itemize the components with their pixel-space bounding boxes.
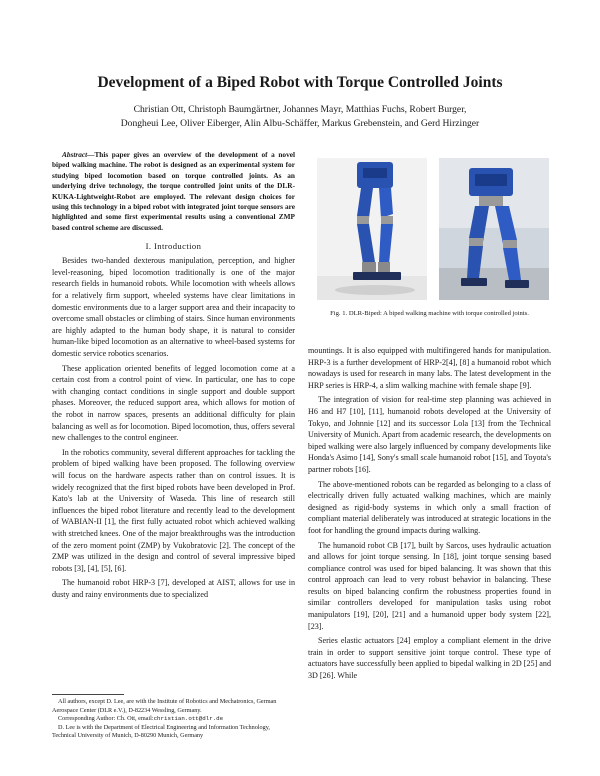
paper-title: Development of a Biped Robot with Torque Controlled Joints [97,74,503,91]
right-paragraph-2: The integration of vision for real-time step planning was achieved in H6 and H7 [10], [11], humanoid robots developed at the University of Tokyo, and Johnnie [12] and its successor Lola [13] from the Technical University of Munich. Apart from academic research, the developments on biped walking were also largely influenced by company developments like Honda's Asimo [14], Sony's small scale humanoid robot [15], and Toyota's partner robots [16]. [308,395,551,474]
author-list [40,103,560,131]
figure-1 [317,158,549,300]
robot-photo-walking [439,158,549,300]
right-paragraph-5: Series elastic actuators [24] employ a compliant element in the drive train in order to support sensitive joint torque control. These type of actuators have successfully been applied to bipedal walking in 2D [25] and 3D [26]. While [308,636,551,681]
footnote-divider [52,694,124,695]
authors-line-1: Christian Ott, Christoph Baumgärtner, Johannes Mayr, Matthias Fuchs, Robert Burger, [133,104,467,115]
abstract-text: —This paper gives an overview of the development of a novel biped walking machine. The robot is designed as an experimental system for studying biped locomotion based on torque controlled joints. As an underlying drive technology, the torque controlled joint units of the DLR-KUKA-Lightweight-Robot are employed. The relevant design choices for using this technology in a biped robot with integrated joint torque sensors are highlighted and some first experimental results using a conventional ZMP based control scheme are discussed. [52,150,295,232]
right-paragraph-3: The above-mentioned robots can be regarded as belonging to a class of electrically driven fully actuated walking machines, which are mainly designed as rigid-body systems in which only a small fraction of compliant material deliberately was introduced at strategic locations in the foot for handling the ground impacts during walking. [308,479,551,535]
figure-1-caption: Fig. 1. DLR-Biped: A biped walking machine with torque controlled joints. [330,310,529,317]
intro-paragraph-2: These application oriented benefits of legged locomotion come at a certain cost from a control point of view. In particular, one has to cope with changing contact conditions in single support and double support phases. Moreover, the reduced support area, which allows for motion of the robot in narrow spaces, presents an additional difficulty for plain balancing as well as for locomotion. Biped locomotion, thus, offers several new challenges to the control engineer. [52,363,295,443]
author-email-link[interactable]: christian.ott@dlr.de [153,715,224,723]
right-column [308,345,551,685]
abstract-label: Abstract [62,150,88,159]
footnote-corresponding-prefix: Corresponding Author: Ch. Ott, email: [58,715,154,723]
footnote-corresponding-author [52,715,295,724]
intro-paragraph-1: Besides two-handed dexterous manipulation, perception, and higher level-reasoning, biped locomotion traditionally is one of the major research fields in humanoid robots. While locomotion with wheels allows for a relatively firm support, wheeled systems have clear limitations in domestic environments due to a larger support area and their incapacity to overcome small obstacles or climbing of stairs. Since human environments are highly adapted to the human body shape, it is natural to consider human-like biped locomotion as an alternative to wheel-based systems for domestic service robotics scenarios. [52,256,295,358]
authors-line-2: Dongheui Lee, Oliver Eiberger, Alin Albu-Schäffer, Markus Grebenstein, and Gerd Hirzinger [120,118,480,129]
intro-paragraph-4: The humanoid robot HRP-3 [7], developed at AIST, allows for use in dusty and rainy environments due to specialized [52,578,295,599]
right-paragraph-1: mountings. It is also equipped with multifingered hands for manipulation. HRP-3 is a further development of HRP-2[4], [8] a humanoid robot which nowadays is used for research in many labs. The latest development in the HRP series is HRP-4, a slim walking machine with female shape [9]. [308,346,551,390]
section-heading-introduction: I. Introduction [145,241,202,252]
footnotes [52,698,295,741]
robot-photo-front [317,158,427,300]
abstract [52,150,295,233]
intro-paragraph-3: In the robotics community, several different approaches for tackling the problem of biped walking have been proposed. The following overview will focus on the hardware aspects rather than on control issues. It is widely recognized that the first biped robots have been developed in Prof. Kato's lab at the University of Waseda. This line of research still influences the biped robot literature and recently lead to the development of WABIAN-II [1], the first fully actuated robot which achieved walking with stretched knees. One of the major breakthroughs was the introduction of the zero moment point (ZMP) by Vukobratovic [2]. The concept of the ZMP was utilized in the design and control of several impressive biped robots [3], [4], [5], [6]. [52,447,295,573]
right-paragraph-4: The humanoid robot CB [17], built by Sarcos, uses hydraulic actuation and allows for joint torque sensing. In [18], joint torque sensing based compliance control was used for biped balancing. It was shown that this control approach can lead to very robust behavior in balancing. These results on biped balancing confirm the robustness properties found in similar controllers developed for manipulation tasks using robot manipulators [19], [20], [21] and a humanoid upper body system [22], [23]. [308,540,551,631]
footnote-affiliation: All authors, except D. Lee, are with the Institute of Robotics and Mechatronics, German Aerospace Center (DLR e.V.), D-82234 Wessling, Germany. [52,698,277,714]
left-column [52,150,295,603]
footnote-lee-affiliation: D. Lee is with the Department of Electrical Engineering and Information Technology, Technical University of Munich, D-80290 Munich, Germany [52,723,270,740]
